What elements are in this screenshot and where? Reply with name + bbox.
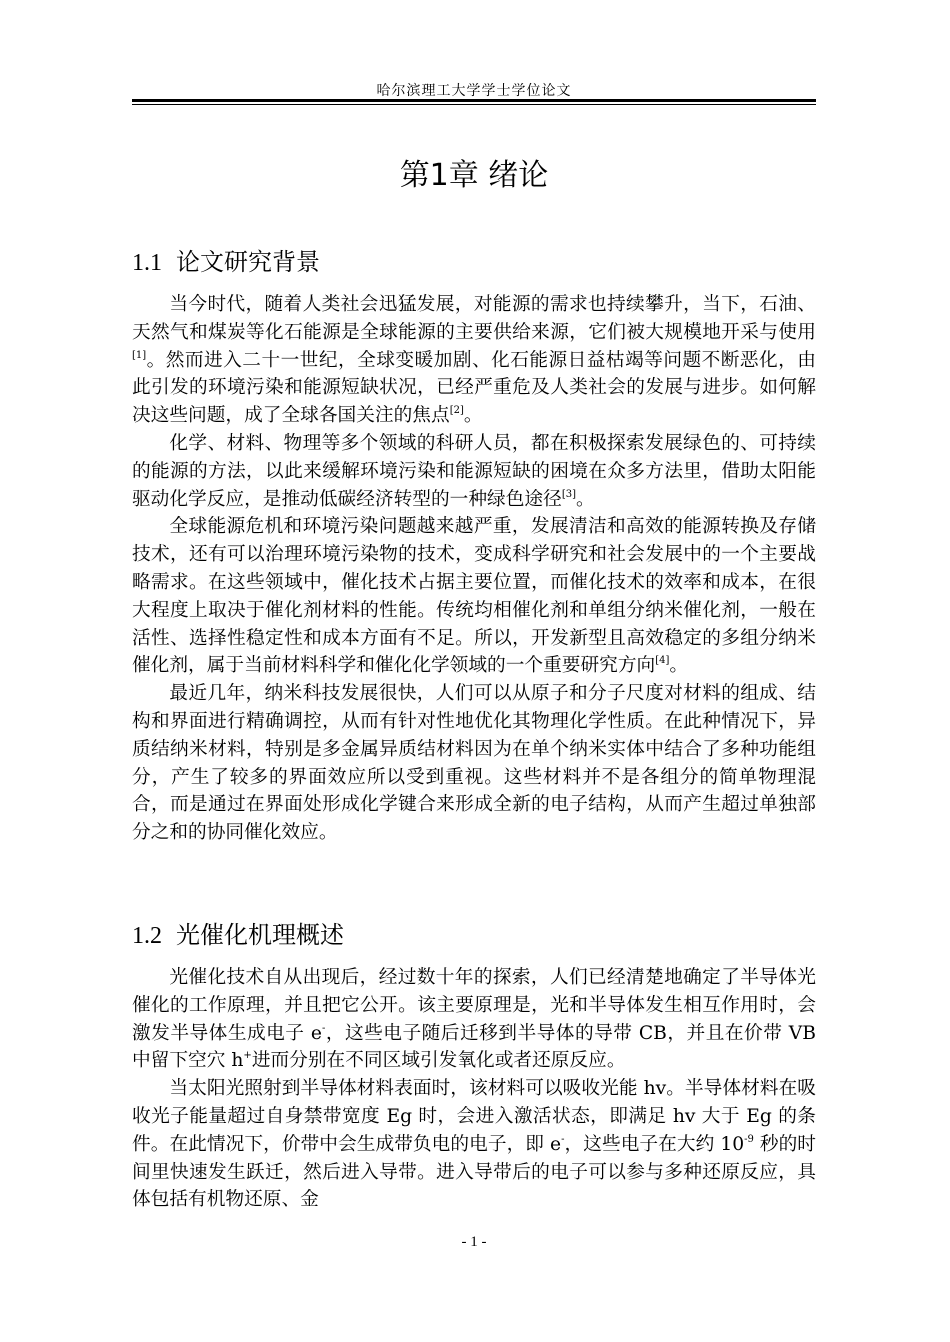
text-run: 。然而进入二十一世纪，全球变暖加剧、化石能源日益枯竭等问题不断恶化，由此引发的环境污染和能源短缺状况，已经严重危及人类社会的发展与进步。如何解决这些问题，成了全球各国关注的焦点 [132,349,816,427]
body-paragraph [132,430,816,513]
superscript: [1] [132,349,147,361]
text-run: 最近几年，纳米科技发展很快，人们可以从原子和分子尺度对材料的组成、结构和界面进行精确调控，从而有针对性地优化其物理化学性质。在此种情况下，异质结纳米材料，特别是多金属异质结材料因为在单个纳米实体中结合了多种功能组分，产生了较多的界面效应所以受到重视。这些材料并不是各组分的简单物理混合，而是通过在界面处形成化学键合来形成全新的电子结构，从而产生超过单独部分之和的协同催化效应。 [132,683,816,844]
chapter-title: 第1章 绪论 [399,158,549,193]
text-run: ，这些电子在大约 10 [564,1133,745,1155]
superscript: [4] [655,655,670,667]
page-number: - 1 - [461,1234,487,1250]
section-title: 论文研究背景 [176,248,320,276]
text-run: ，这些电子随后迁移到半导体的导带 CB，并且在价带 VB 中留下空穴 h [132,1022,816,1072]
text-run: 光催化技术自从出现后，经过数十年的探索，人们已经清楚地确定了半导体光催化的工作原理，并且把它公开。该主要原理是，光和半导体发生相互作用时，会激发半导体生成电子 e [132,967,816,1044]
text-run: 化学、材料、物理等多个领域的科研人员，都在积极探索发展绿色的、可持续的能源的方法，以此来缓解环境污染和能源短缺的困境在众多方法里，借助太阳能驱动化学反应，是推动低碳经济转型的一种绿色途径 [132,432,816,510]
section-number: 1.2 [132,923,162,949]
text-run: 秒的时间里快速发生跃迁，然后进入导带。进入导带后的电子可以参与多种还原反应，具体包括有机物还原、金 [132,1133,816,1211]
text-run: 。 [669,655,689,677]
superscript: -9 [744,1133,754,1145]
body-paragraph [132,680,816,847]
text-run: 全球能源危机和环境污染问题越来越严重，发展清洁和高效的能源转换及存储技术，还有可以治理环境污染物的技术，变成科学研究和社会发展中的一个主要战略需求。在这些领域中，催化技术占据主要位置，而催化技术的效率和成本，在很大程度上取决于催化剂材料的性能。传统均相催化剂和单组分纳米催化剂，一般在活性、选择性稳定性和成本方面有不足。所以，开发新型且高效稳定的多组分纳米催化剂，属于当前材料科学和催化化学领域的一个重要研究方向 [132,516,816,677]
running-header: 哈尔滨理工大学学士学位论文 [376,83,572,99]
section-heading-1-1 [132,246,816,279]
superscript: [3] [561,488,576,500]
text-run: 。 [463,405,483,427]
superscript: - [321,1022,326,1034]
text-run: 当今时代，随着人类社会迅猛发展，对能源的需求也持续攀升，当下，石油、天然气和煤炭等化石能源是全球能源的主要供给来源，它们被大规模地开采与使用 [132,294,816,343]
section-number: 1.1 [132,250,162,276]
section-body-1-1 [132,291,816,847]
section-body-1-2 [132,964,816,1214]
text-run: 。 [575,488,595,510]
body-paragraph [132,1075,816,1214]
superscript: + [243,1050,252,1062]
section-title: 光催化机理概述 [176,921,344,949]
superscript: - [561,1133,565,1145]
body-paragraph [132,513,816,680]
section-heading-1-2 [132,919,816,952]
body-paragraph [132,964,816,1075]
text-run: 进而分别在不同区域引发氧化或者还原反应。 [251,1050,626,1072]
superscript: [2] [449,405,464,417]
text-run: 当太阳光照射到半导体材料表面时，该材料可以吸收光能 hv。半导体材料在吸收光子能量超过自身禁带宽度 Eg 时，会进入激活状态，即满足 hv 大于 Eg 的条件。在此情况下，价带中会生成带负电的电子，即 e [132,1078,816,1155]
header-rule-thin [132,104,816,105]
header-rule-thick [132,99,816,102]
body-paragraph [132,291,816,430]
